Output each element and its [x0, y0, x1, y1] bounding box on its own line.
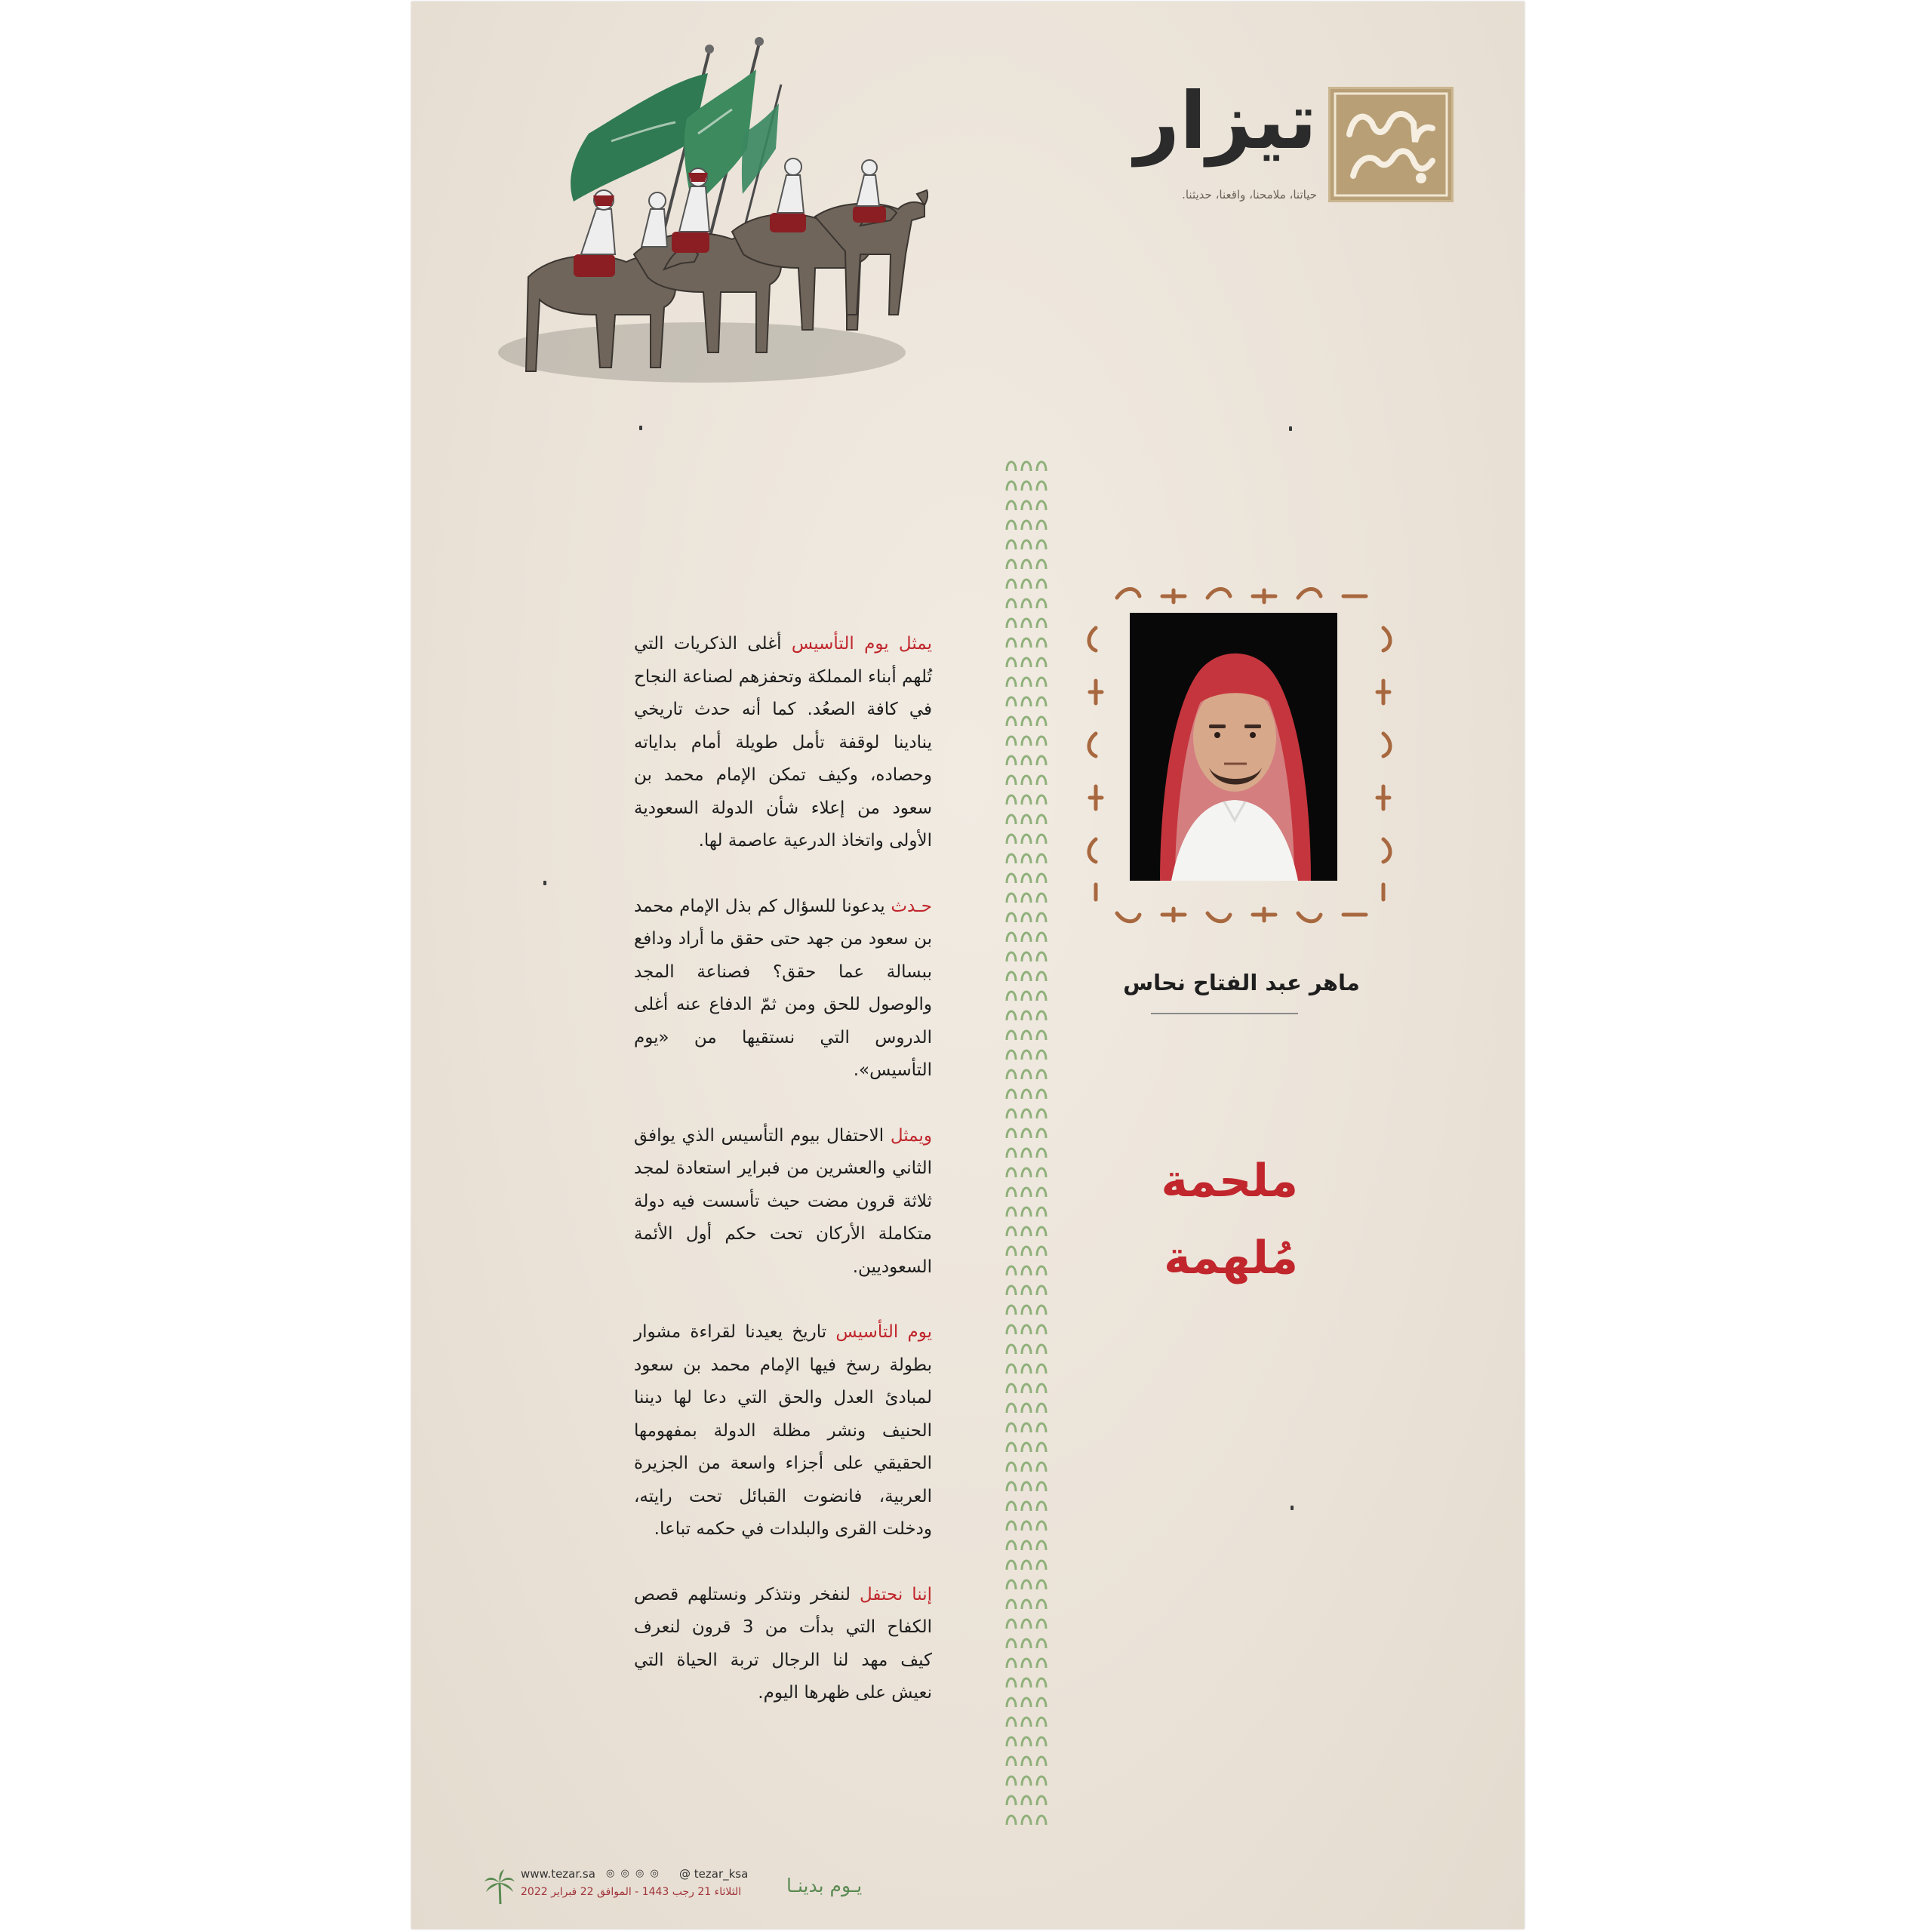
paper-speck	[543, 881, 546, 885]
article-paragraph	[634, 1120, 932, 1284]
footer-campaign: يـوم بدينـا	[786, 1875, 863, 1897]
paper-speck	[1289, 426, 1292, 431]
palm-tree-icon	[485, 1869, 515, 1904]
tezar-logo-mark	[1328, 87, 1454, 202]
article-paragraph	[634, 891, 932, 1088]
article-paragraph	[634, 628, 932, 858]
paragraph-lead: يوم التأسيس	[835, 1322, 932, 1342]
paragraph-text: أغلى الذكريات التي تُلهم أبناء المملكة وتحفزهم لصناعة النجاح في كافة الصعُد. كما أنه حدث تاريخي ينادينا لوقفة تأمل طويلة أمام بداياته وحصاده، وكيف تمكن الإمام محمد بن سعود من إعلاء شأن الدولة السعودية الأولى واتخاذ الدرعية عاصمة لها.	[634, 634, 932, 851]
youtube-icon[interactable]: ◎	[635, 1868, 646, 1879]
brand-tagline: حياتنا، ملامحنا، واقعنا، حديثنا.	[1182, 188, 1317, 202]
article-title-line-2: مُلهمة	[1164, 1232, 1298, 1284]
author-name: ماهر عبد الفتاح نحاس	[1123, 970, 1360, 995]
twitter-icon[interactable]: ◎	[650, 1868, 660, 1879]
page-footer	[411, 1854, 1524, 1907]
vertical-ornament	[1002, 453, 1051, 1826]
snapchat-icon[interactable]: ◎	[620, 1868, 631, 1879]
article-paragraph	[634, 1579, 932, 1710]
instagram-icon[interactable]: ◎	[606, 1868, 617, 1879]
author-photo	[1130, 613, 1337, 881]
footer-website[interactable]: www.tezar.sa	[521, 1867, 595, 1881]
paper-speck	[1291, 1506, 1294, 1510]
footer-social-icons	[606, 1868, 660, 1879]
camel-riders-illustration	[483, 28, 928, 390]
paragraph-lead: إننا نحتفل	[859, 1584, 932, 1604]
paragraph-lead: يمثل يوم التأسيس	[791, 634, 932, 654]
paragraph-text: يدعونا للسؤال كم بذل الإمام محمد بن سعود من جهد حتى حقق ما أراد ودافع ببسالة عما حقق؟ فصناعة المجد والوصول للحق ومن ثمّ الدفاع عنه أغلى الدروس التي نستقيها من «يوم التأسيس».	[634, 896, 932, 1080]
brand-wordmark: تيزار	[1134, 75, 1317, 167]
author-name-divider	[1151, 1013, 1298, 1014]
paragraph-lead: حـدث	[891, 896, 932, 916]
paragraph-text: تاريخ يعيدنا لقراءة مشوار بطولة رسخ فيها الإمام محمد بن سعود لمبادئ العدل والحق التي دعا لها ديننا الحنيف ونشر مظلة الدولة بمفهومها الحقيقي على أجزاء واسعة من الجزيرة العربية، فانضوت القبائل تحت رايته، ودخلت القرى والبلدات في حكمه تباعا.	[634, 1322, 932, 1539]
footer-date: الثلاثاء 21 رجب 1443 - الموافق 22 فبراير 2022	[521, 1886, 742, 1898]
article-title-line-1: ملحمة	[1161, 1155, 1298, 1208]
paragraph-text: لنفخر ونتذكر ونستلهم قصص الكفاح التي بدأت من 3 قرون لنعرف كيف مهد لنا الرجال تربة الحياة التي نعيش على ظهرها اليوم.	[634, 1584, 932, 1703]
footer-handle[interactable]: @ tezar_ksa	[679, 1867, 749, 1881]
magazine-page	[411, 2, 1524, 1929]
paragraph-lead: ويمثل	[890, 1125, 932, 1146]
paper-speck	[639, 426, 642, 430]
article-body	[634, 628, 932, 1743]
paragraph-text: الاحتفال بيوم التأسيس الذي يوافق الثاني والعشرين من فبراير استعادة لمجد ثلاثة قرون مضت حيث تأسست فيه دولة متكاملة الأركان تحت حكم أول الأئمة السعوديين.	[634, 1125, 932, 1277]
article-paragraph	[634, 1316, 932, 1546]
